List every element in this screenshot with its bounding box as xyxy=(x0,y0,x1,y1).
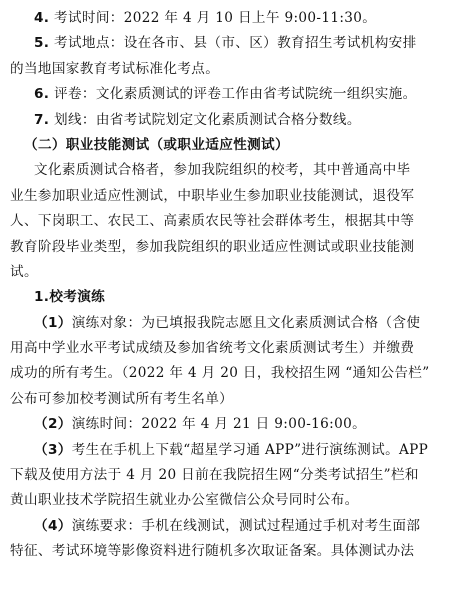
section-heading: （二）职业技能测试（或职业适应性测试） xyxy=(24,136,289,153)
item4-line-2: 特征、考试环境等影像资料进行随机多次取证备案。具体测试办法 xyxy=(10,543,415,560)
item-4: 4. 考试时间：2022 年 4 月 10 日上午 9:00-11:30。 xyxy=(34,10,377,26)
para1-line-1: 文化素质测试合格者，参加我院组织的校考，其中普通高中毕 xyxy=(34,162,411,179)
item1-line-4: 公布可参加校考测试所有考生名单） xyxy=(10,390,234,407)
para1-line-3: 人、下岗职工、农民工、高素质农民等社会群体考生，根据其中等 xyxy=(10,213,415,230)
item1-line-2: 用高中学业水平考试成绩及参加省统考文化素质测试考生）并缴费 xyxy=(10,340,415,357)
para1-line-2: 业生参加职业适应性测试，中职毕业生参加职业技能测试，退役军 xyxy=(10,187,415,204)
para1-line-4: 教育阶段毕业类型，参加我院组织的职业适应性测试或职业技能测 xyxy=(10,238,415,255)
item-5-cont: 的当地国家教育考试标准化考点。 xyxy=(10,60,220,77)
item1-line-3: 成功的所有考生。（2022 年 4 月 20 日，我校招生网 “通知公告栏” xyxy=(10,365,430,382)
item-6: 6. 评卷：文化素质测试的评卷工作由省考试院统一组织实施。 xyxy=(34,86,417,103)
item-7: 7. 划线：由省考试院划定文化素质测试合格分数线。 xyxy=(34,111,361,128)
item-5: 5. 考试地点：设在各市、县（市、区）教育招生考试机构安排 xyxy=(34,35,417,52)
item1-line-1: （1）演练对象：为已填报我院志愿且文化素质测试合格（含使 xyxy=(34,314,421,331)
para1-line-5: 试。 xyxy=(10,263,38,280)
item3-line-2: 下载及使用方法于 4 月 20 日前在我院招生网“分类考试招生”栏和 xyxy=(10,467,419,484)
item4-line-1: （4）演练要求：手机在线测试，测试过程通过手机对考生面部 xyxy=(34,517,421,534)
item3-line-3: 黄山职业技术学院招生就业办公室微信公众号同时公布。 xyxy=(10,492,359,509)
subheading: 1.校考演练 xyxy=(34,289,106,306)
item3-line-1: （3）考生在手机上下载“超星学习通 APP”进行演练测试。APP xyxy=(34,441,429,458)
item2: （2）演练时间：2022 年 4 月 21 日 9:00-16:00。 xyxy=(34,416,367,433)
